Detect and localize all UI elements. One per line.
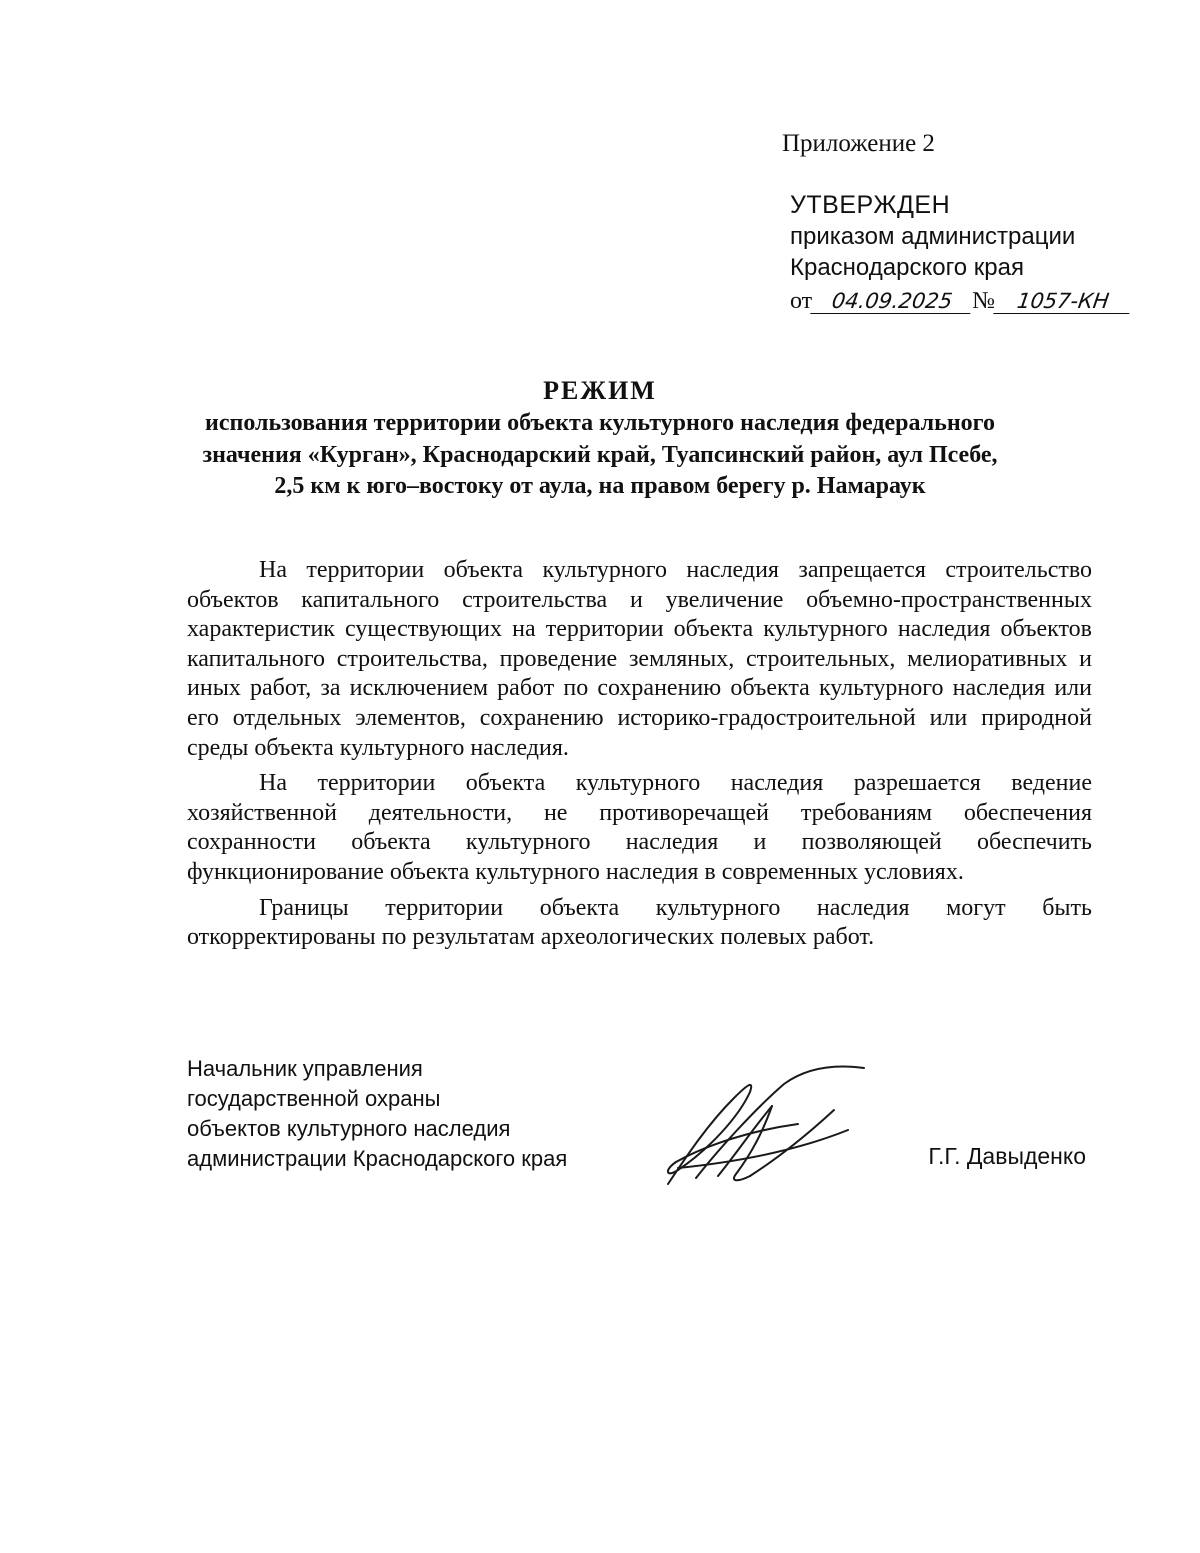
order-prefix: от [790, 288, 813, 314]
order-number-handwritten: 1057-КН [993, 289, 1133, 314]
position-line-3: объектов культурного наследия [187, 1116, 511, 1141]
signer-name: Г.Г. Давыденко [928, 1143, 1086, 1169]
document-subtitle-line-1: использования территории объекта культурного наследия федерального [205, 410, 995, 436]
document-subtitle-line-2: значения «Курган», Краснодарский край, Туапсинский район, аул Псебе, [202, 441, 998, 468]
approval-block [790, 190, 1075, 283]
position-line-1: Начальник управления [187, 1056, 423, 1081]
body-paragraph-3: Границы территории объекта культурного наследия могут быть откорректированы по результатам археологических полевых работ. [187, 894, 1092, 951]
approval-line-1: приказом администрации [790, 223, 1076, 250]
document-title-block [160, 374, 1040, 503]
document-body [187, 556, 1092, 959]
order-reference [790, 286, 1131, 317]
position-line-2: государственной охраны [187, 1086, 441, 1111]
order-number-sign: № [972, 288, 996, 314]
document-title: РЕЖИМ [543, 376, 657, 405]
approval-line-2: Краснодарского края [790, 254, 1024, 281]
position-line-4: администрации Краснодарского края [187, 1146, 568, 1171]
body-paragraph-1: На территории объекта культурного наследия запрещается строительство объектов капитального строительства и увеличение объемно-пространственных характеристик существующих на территории объекта культурного наследия объектов капитального строительства, проведение земляных, строительных, мелиоративных и иных работ, за исключением работ по сохранению объекта культурного наследия или его отдельных элементов, сохранению историко-градостроительной или природной среды объекта культурного наследия. [187, 557, 1092, 761]
annex-label: Приложение 2 [782, 130, 935, 157]
approval-stamp: УТВЕРЖДЕН [790, 191, 951, 219]
handwritten-signature [658, 1058, 870, 1190]
body-paragraph-2: На территории объекта культурного наследия разрешается ведение хозяйственной деятельности, не противоречащей требованиям обеспечения сохранности объекта культурного наследия и позволяющей обеспечить функционирование объекта культурного наследия в современных условиях. [187, 770, 1092, 885]
signatory-position [187, 1054, 567, 1174]
document-subtitle-line-3: 2,5 км к юго–востоку от аула, на правом берегу р. Намараук [274, 473, 926, 499]
order-date-handwritten: 04.09.2025 [810, 289, 974, 314]
